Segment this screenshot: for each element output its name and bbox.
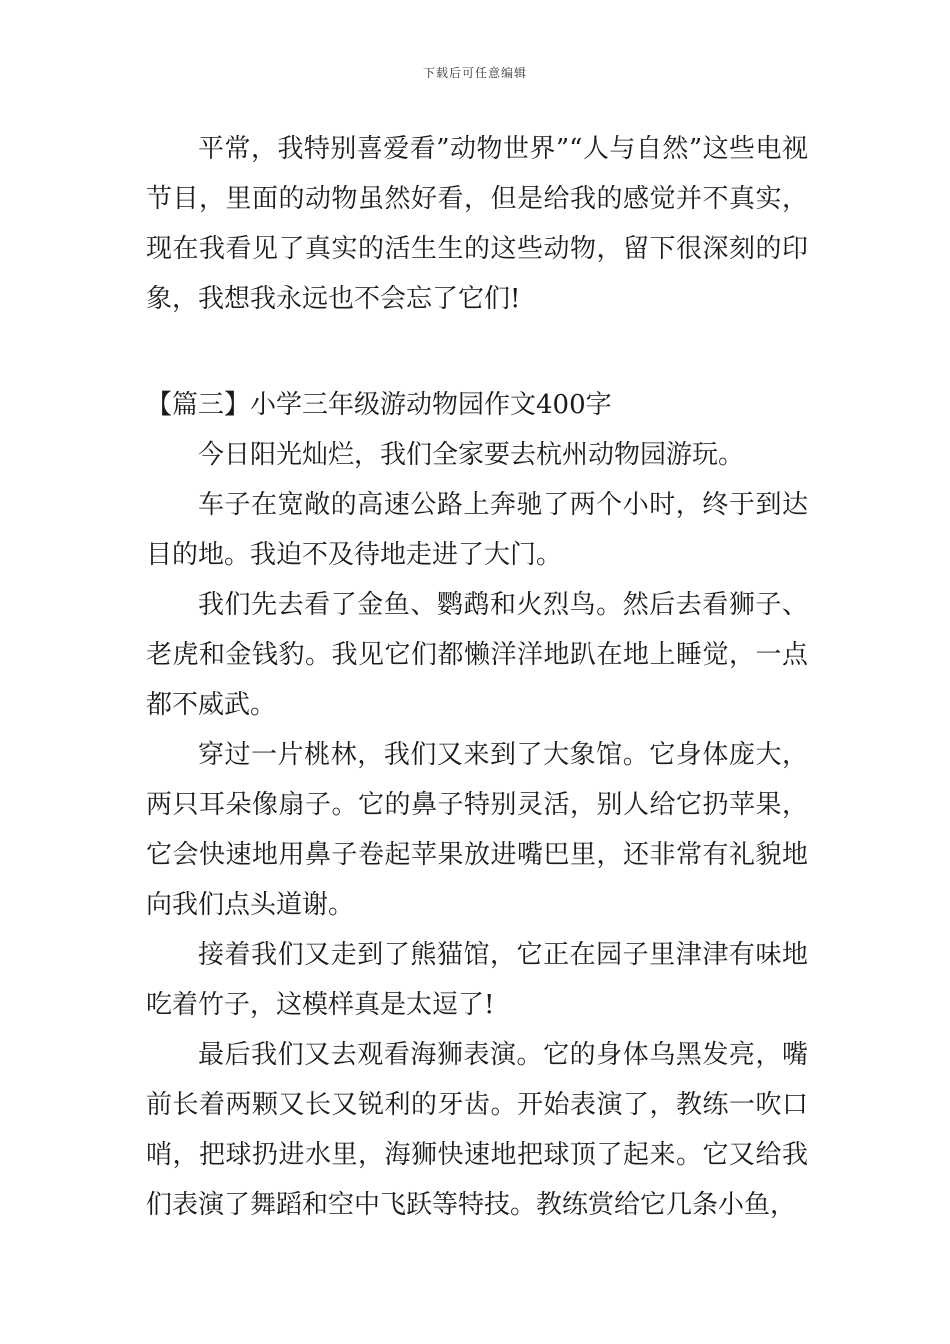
intro-paragraph: 平常，我特别喜爱看”动物世界”“人与自然”这些电视节目，里面的动物虽然好看，但是给我的感觉并不真实，现在我看见了真实的活生生的这些动物，留下很深刻的印象，我想我永远也不会忘了它们! [146, 134, 808, 314]
page-header: 下载后可任意编辑 [422, 66, 527, 80]
document-body [146, 124, 808, 1230]
section-paragraph: 穿过一片桃林，我们又来到了大象馆。它身体庞大，两只耳朵像扇子。它的鼻子特别灵活，别人给它扔苹果，它会快速地用鼻子卷起苹果放进嘴巴里，还非常有礼貌地向我们点头道谢。 [146, 740, 808, 920]
section-paragraph: 车子在宽敞的高速公路上奔驰了两个小时，终于到达目的地。我迫不及待地走进了大门。 [146, 490, 808, 570]
section-paragraph: 接着我们又走到了熊猫馆，它正在园子里津津有味地吃着竹子，这模样真是太逗了! [146, 940, 808, 1020]
section-paragraph: 我们先去看了金鱼、鹦鹉和火烈鸟。然后去看狮子、老虎和金钱豹。我见它们都懒洋洋地趴在地上睡觉，一点都不威武。 [146, 590, 808, 720]
section-paragraph: 今日阳光灿烂，我们全家要去杭州动物园游玩。 [198, 440, 745, 470]
section-paragraph: 最后我们又去观看海狮表演。它的身体乌黑发亮，嘴前长着两颗又长又锐利的牙齿。开始表演了，教练一吹口哨，把球扔进水里，海狮快速地把球顶了起来。它又给我们表演了舞蹈和空中飞跃等特技。教练赏给它几条小鱼， [146, 1040, 808, 1220]
section-title: 【篇三】小学三年级游动物园作文400字 [146, 390, 612, 420]
